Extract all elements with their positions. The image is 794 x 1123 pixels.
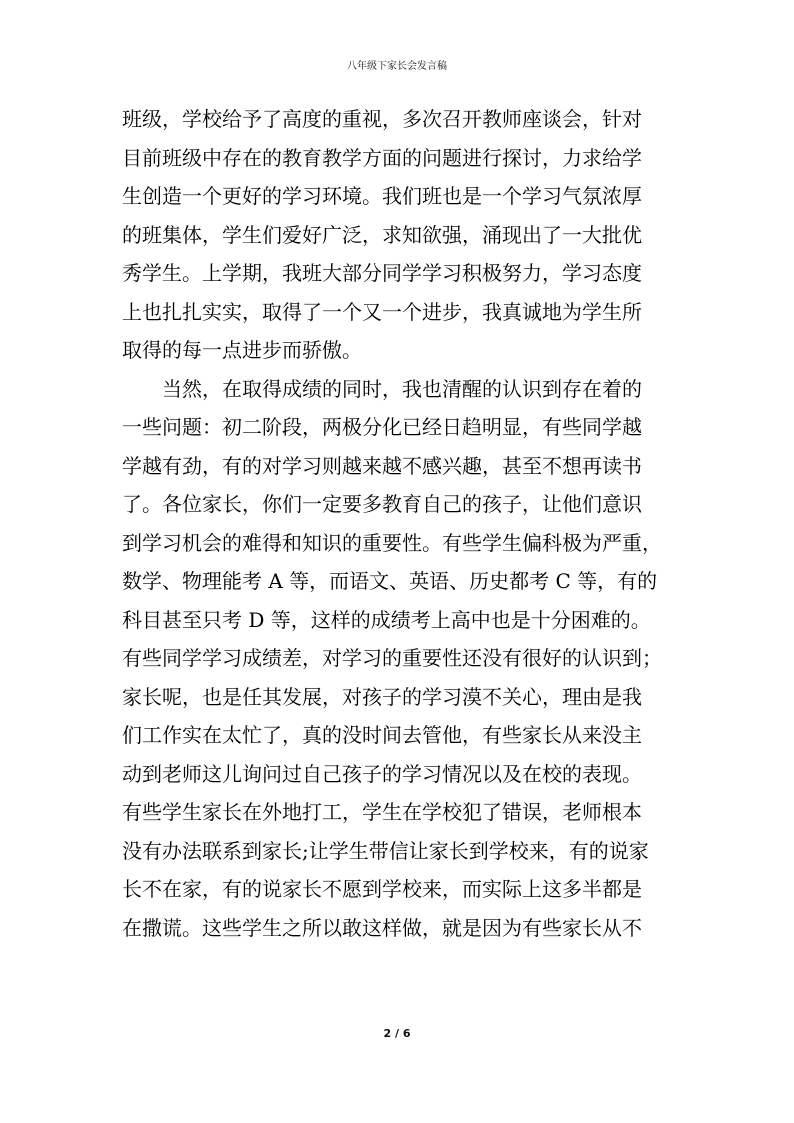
text-line: 学越有劲，有的对学习则越来越不感兴趣，甚至不想再读书 [122, 453, 642, 478]
text-line: 在撒谎。这些学生之所以敢这样做，就是因为有些家长从不 [122, 915, 642, 940]
text-line: 动到老师这儿询问过自己孩子的学习情况以及在校的表现。 [122, 761, 642, 786]
text-line: 取得的每一点进步而骄傲。 [122, 338, 362, 362]
text-line: 有些学生家长在外地打工，学生在学校犯了错误，老师根本 [122, 800, 642, 824]
text-line: 一些问题：初二阶段，两极分化已经日趋明显，有些同学越 [122, 415, 642, 439]
text-line: 们工作实在太忙了，真的没时间去管他，有些家长从来没主 [122, 723, 642, 747]
text-line: 的班集体，学生们爱好广泛，求知欲强，涌现出了一大批优 [122, 222, 642, 247]
paragraph-start-line: 当然，在取得成绩的同时，我也清醒的认识到存在着的 [162, 376, 642, 401]
text-line: 有些同学学习成绩差，对学习的重要性还没有很好的认识到； [122, 646, 662, 670]
page-number: 2 / 6 [383, 1027, 411, 1040]
text-line: 数学、物理能考 A 等，而语文、英语、历史都考 C 等，有的 [122, 569, 658, 593]
page-header-title: 八年级下家长会发言稿 [347, 61, 447, 72]
text-line: 生创造一个更好的学习环境。我们班也是一个学习气氛浓厚 [122, 184, 642, 208]
text-line: 长不在家，有的说家长不愿到学校来，而实际上这多半都是 [122, 877, 642, 901]
text-line: 了。各位家长，你们一定要多教育自己的孩子，让他们意识 [122, 492, 642, 516]
text-line: 到学习机会的难得和知识的重要性。有些学生偏科极为严重， [122, 530, 662, 555]
text-line: 上也扎扎实实，取得了一个又一个进步，我真诚地为学生所 [122, 299, 642, 324]
text-line: 家长呢，也是任其发展，对孩子的学习漠不关心，理由是我 [122, 684, 642, 709]
text-line: 秀学生。上学期，我班大部分同学学习积极努力，学习态度 [122, 261, 642, 285]
text-line: 科目甚至只考 D 等，这样的成绩考上高中也是十分困难的。 [122, 607, 651, 632]
text-line: 班级，学校给予了高度的重视，多次召开教师座谈会，针对 [122, 107, 642, 131]
text-line: 没有办法联系到家长;让学生带信让家长到学校来，有的说家 [122, 838, 649, 863]
document-body [122, 100, 682, 947]
text-line: 目前班级中存在的教育教学方面的问题进行探讨，力求给学 [122, 145, 642, 170]
